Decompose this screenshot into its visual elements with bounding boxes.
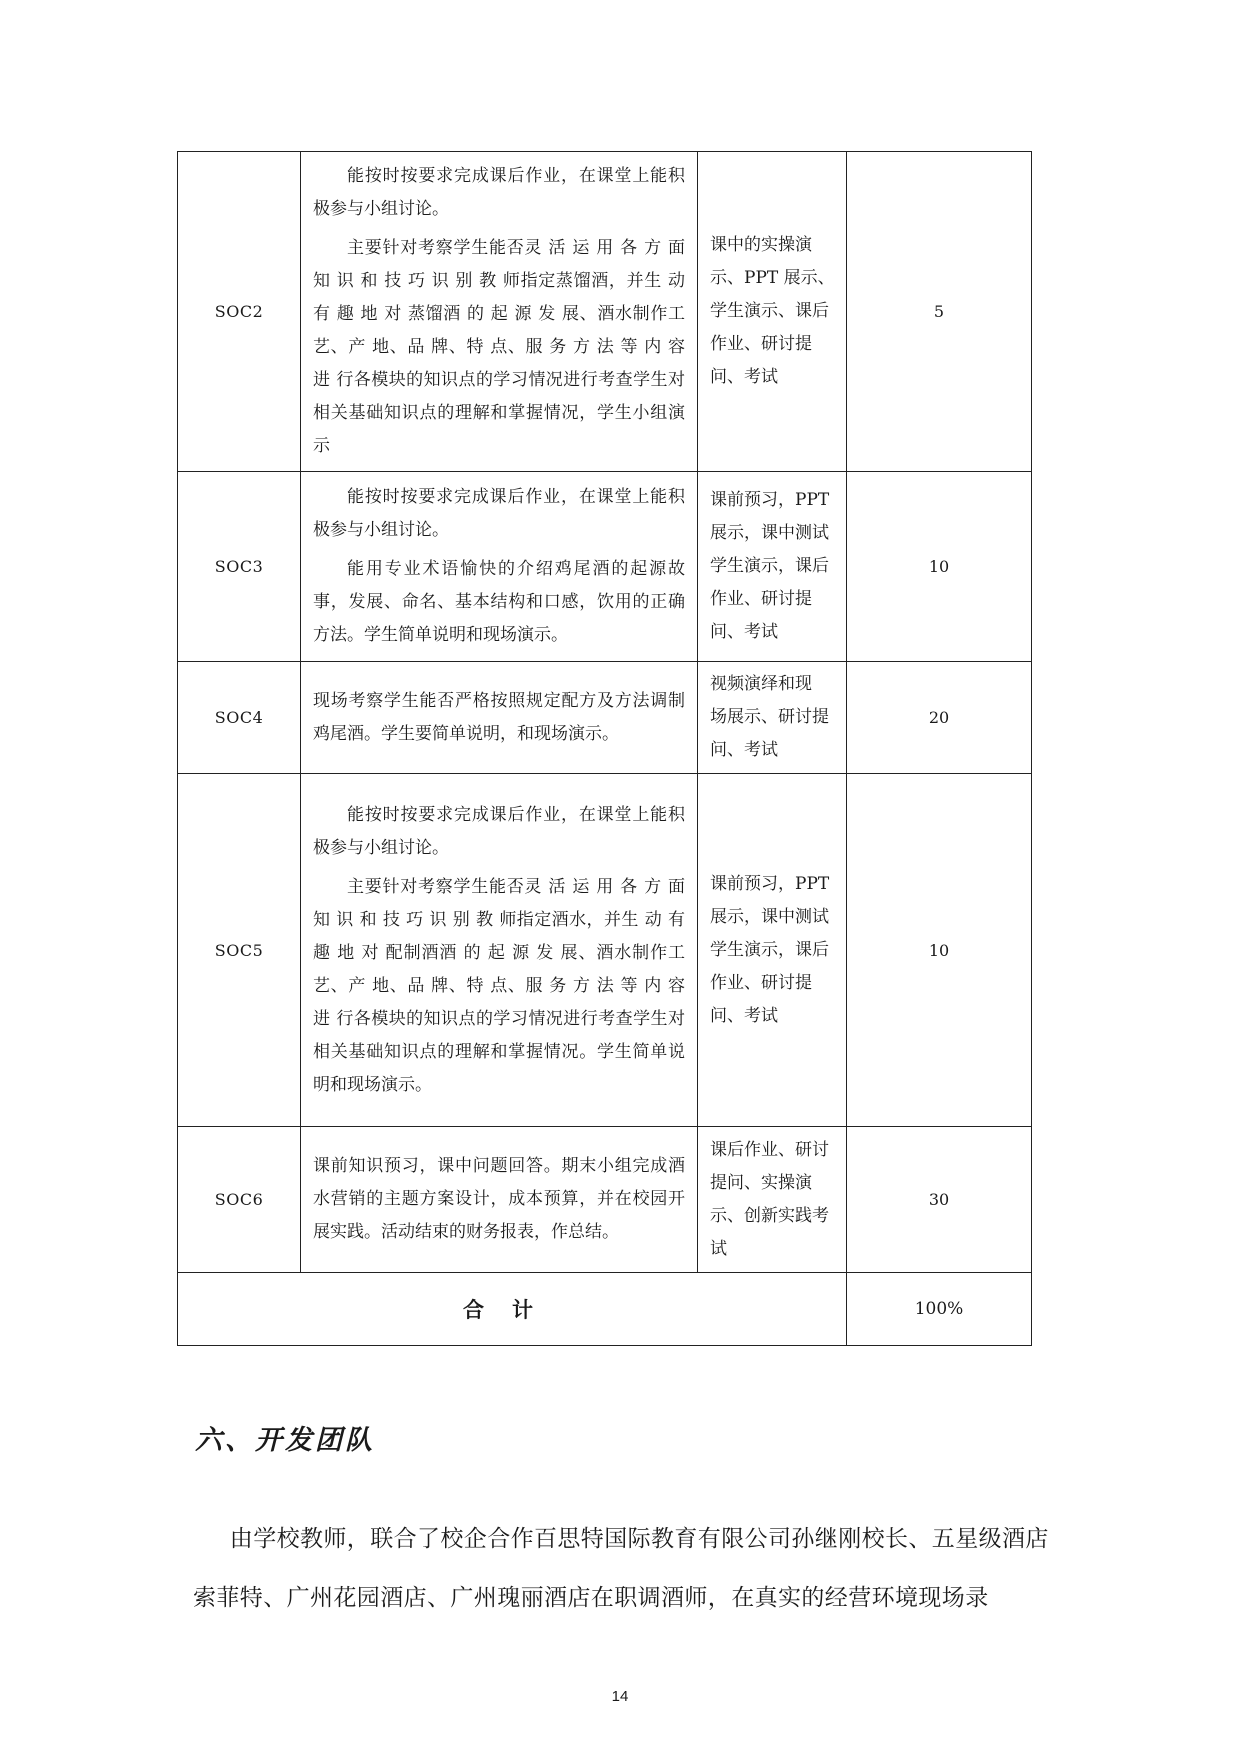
- method-line: 学生演示，课后: [710, 556, 829, 576]
- table-row: [178, 472, 1032, 662]
- table-row: [178, 662, 1032, 774]
- method-line: 作业、研讨提: [710, 972, 812, 993]
- method-line: 课前预习，PPT: [710, 490, 830, 510]
- total-label: 合计: [178, 1273, 847, 1346]
- method-line: 试: [710, 1238, 727, 1259]
- objective-code: SOC4: [178, 662, 301, 774]
- method-line: 问、考试: [710, 740, 778, 760]
- table-row: [178, 1127, 1032, 1273]
- objective-code: SOC5: [178, 774, 301, 1127]
- assessment-method: [698, 662, 847, 774]
- method-line: 展示，课中测试: [710, 523, 829, 543]
- total-row: [178, 1273, 1032, 1346]
- method-line: 学生演示，课后: [710, 939, 829, 960]
- assessment-description: [301, 152, 698, 472]
- description-paragraph: 主要针对考察学生能否灵 活 运 用 各 方 面 知 识 和 技 巧 识 别 教 师指定蒸馏酒，并生 动 有 趣 地 对 蒸馏酒 的 起 源 发 展、酒水制作工艺、产 地、品 牌、特 点、服 务 方 法 等 内 容 进 行各模块的知识点的学习情况进行考查学生对相关基础知识点的理解和掌握情况，学生小组演示: [313, 238, 685, 456]
- score-weight: 10: [847, 774, 1032, 1127]
- method-line: 问、考试: [710, 367, 778, 387]
- method-line: 学生演示、课后: [710, 301, 829, 321]
- description-paragraph: 能用专业术语愉快的介绍鸡尾酒的起源故事，发展、命名、基本结构和口感，饮用的正确方法。学生简单说明和现场演示。: [313, 559, 685, 645]
- objective-code: SOC3: [178, 472, 301, 662]
- assessment-description: [301, 662, 698, 774]
- objective-code: SOC6: [178, 1127, 301, 1273]
- method-line: 问、考试: [710, 1005, 778, 1026]
- table-row: [178, 774, 1032, 1127]
- description-paragraph: 能按时按要求完成课后作业，在课堂上能积极参与小组讨论。: [313, 487, 685, 540]
- assessment-description: [301, 1127, 698, 1273]
- page-number: 14: [611, 1688, 629, 1705]
- description-paragraph: 主要针对考察学生能否灵 活 运 用 各 方 面 知 识 和 技 巧 识 别 教 师指定酒水，并生 动 有 趣 地 对 配制酒酒 的 起 源 发 展、酒水制作工艺、产 地、品 牌、特 点、服 务 方 法 等 内 容 进 行各模块的知识点的学习情况进行考查学生对相关基础知识点的理解和掌握情况。学生简单说明和现场演示。: [313, 876, 685, 1095]
- method-line: 场展示、研讨提: [710, 707, 829, 727]
- assessment-method: [698, 152, 847, 472]
- total-value: 100%: [847, 1273, 1032, 1346]
- method-line: 展示，课中测试: [710, 906, 829, 927]
- method-line: 作业、研讨提: [710, 589, 812, 609]
- method-line: 课中的实操演: [710, 235, 812, 255]
- objective-code: SOC2: [178, 152, 301, 472]
- method-line: 课后作业、研讨: [710, 1139, 829, 1160]
- assessment-method: [698, 472, 847, 662]
- description-paragraph: 能按时按要求完成课后作业，在课堂上能积极参与小组讨论。: [313, 166, 685, 219]
- assessment-table: [177, 151, 1032, 1346]
- method-line: 问、考试: [710, 622, 778, 642]
- description-paragraph: 能按时按要求完成课后作业，在课堂上能积极参与小组讨论。: [313, 804, 685, 858]
- score-weight: 10: [847, 472, 1032, 662]
- method-line: 课前预习，PPT: [710, 873, 830, 894]
- section-heading: 六、开发团队: [195, 1425, 375, 1456]
- method-line: 示、创新实践考: [710, 1205, 829, 1226]
- assessment-method: [698, 774, 847, 1127]
- description-paragraph: 课前知识预习，课中问题回答。期末小组完成酒水营销的主题方案设计，成本预算，并在校园开展实践。活动结束的财务报表，作总结。: [313, 1156, 685, 1242]
- method-line: 提问、实操演: [710, 1172, 812, 1193]
- method-line: 作业、研讨提: [710, 334, 812, 354]
- method-line: 示、PPT 展示、: [710, 268, 835, 288]
- method-line: 视频演绎和现: [710, 674, 812, 694]
- body-paragraph: 由学校教师，联合了校企合作百思特国际教育有限公司孙继刚校长、五星级酒店索菲特、广州花园酒店、广州瑰丽酒店在职调酒师，在真实的经营环境现场录: [193, 1526, 1049, 1611]
- table-row: [178, 152, 1032, 472]
- score-weight: 20: [847, 662, 1032, 774]
- score-weight: 30: [847, 1127, 1032, 1273]
- score-weight: 5: [847, 152, 1032, 472]
- assessment-description: [301, 774, 698, 1127]
- assessment-method: [698, 1127, 847, 1273]
- description-paragraph: 现场考察学生能否严格按照规定配方及方法调制鸡尾酒。学生要简单说明，和现场演示。: [313, 690, 685, 744]
- assessment-description: [301, 472, 698, 662]
